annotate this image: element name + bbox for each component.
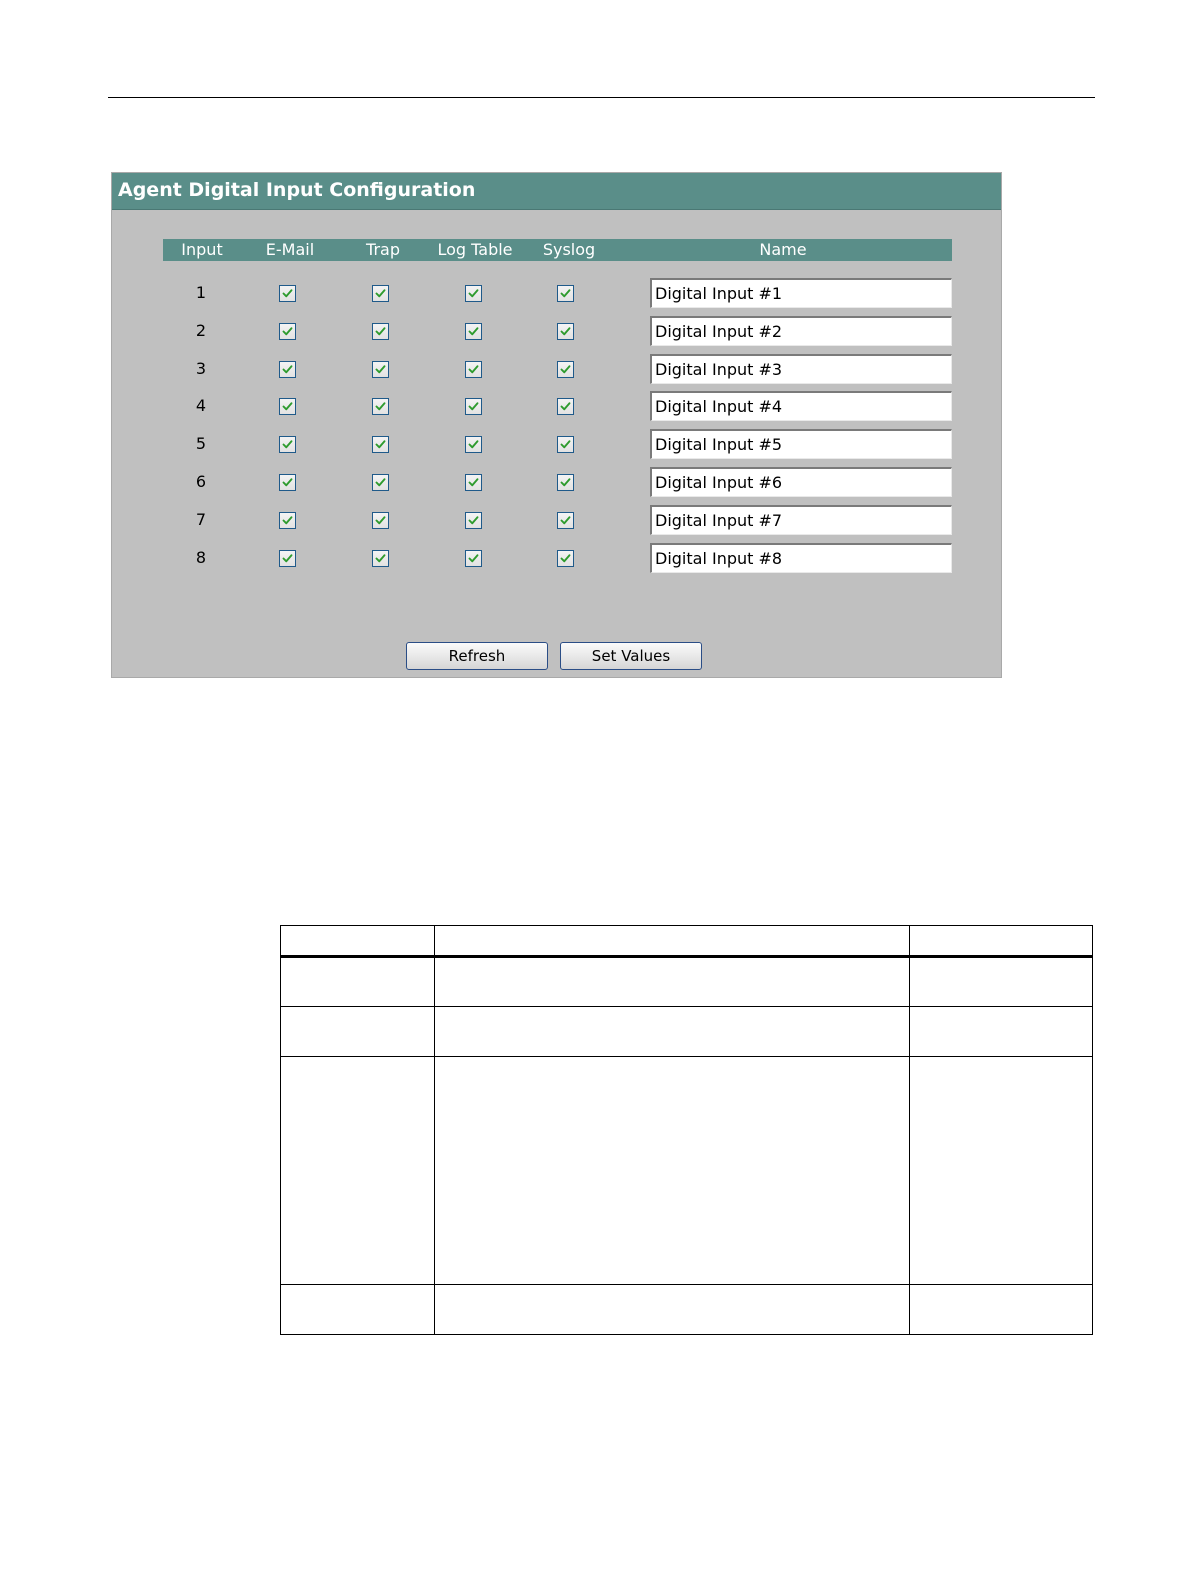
log-table-checkbox[interactable] (465, 550, 482, 567)
checkmark-icon (375, 401, 386, 412)
log-table-checkbox[interactable] (465, 512, 482, 529)
checkmark-icon (560, 401, 571, 412)
checkmark-icon (375, 477, 386, 488)
checkmark-icon (468, 401, 479, 412)
input-number: 2 (195, 320, 207, 340)
checkmark-icon (375, 553, 386, 564)
checkmark-icon (560, 439, 571, 450)
column-header-trap: Trap (366, 240, 400, 259)
table-row (281, 1007, 1093, 1057)
syslog-checkbox[interactable] (557, 436, 574, 453)
syslog-checkbox[interactable] (557, 512, 574, 529)
syslog-checkbox[interactable] (557, 323, 574, 340)
log-table-checkbox[interactable] (465, 361, 482, 378)
input-row-5 (112, 428, 1001, 460)
refresh-button[interactable]: Refresh (406, 642, 548, 670)
trap-checkbox[interactable] (372, 512, 389, 529)
input-name-field[interactable] (650, 429, 952, 459)
table-cell (281, 1057, 435, 1285)
column-header-bar (163, 239, 952, 261)
checkmark-icon (375, 364, 386, 375)
table-row (281, 957, 1093, 1007)
input-row-7 (112, 504, 1001, 536)
checkmark-icon (282, 553, 293, 564)
trap-checkbox[interactable] (372, 323, 389, 340)
trap-checkbox[interactable] (372, 550, 389, 567)
input-number: 4 (195, 396, 207, 416)
table-row (281, 1285, 1093, 1335)
input-number: 5 (195, 434, 207, 454)
table-cell (434, 1057, 909, 1285)
input-name-field[interactable] (650, 316, 952, 346)
checkmark-icon (375, 515, 386, 526)
table-cell (434, 1007, 909, 1057)
table-header-cell (281, 926, 435, 957)
trap-checkbox[interactable] (372, 361, 389, 378)
email-checkbox[interactable] (279, 512, 296, 529)
email-checkbox[interactable] (279, 323, 296, 340)
checkmark-icon (375, 288, 386, 299)
column-header-log-table: Log Table (437, 240, 513, 259)
input-row-1 (112, 277, 1001, 309)
table-cell (281, 1285, 435, 1335)
checkmark-icon (468, 288, 479, 299)
input-row-3 (112, 353, 1001, 385)
table-cell (281, 957, 435, 1007)
syslog-checkbox[interactable] (557, 474, 574, 491)
column-header-input: Input (181, 240, 223, 259)
table-header-row (281, 926, 1093, 957)
checkmark-icon (282, 439, 293, 450)
checkmark-icon (375, 326, 386, 337)
table-cell (910, 957, 1093, 1007)
syslog-checkbox[interactable] (557, 398, 574, 415)
log-table-checkbox[interactable] (465, 285, 482, 302)
column-header-syslog: Syslog (542, 240, 596, 259)
checkmark-icon (282, 401, 293, 412)
parameter-table (280, 925, 1093, 1335)
input-number: 3 (195, 358, 207, 378)
checkmark-icon (468, 553, 479, 564)
table-cell (281, 1007, 435, 1057)
log-table-checkbox[interactable] (465, 474, 482, 491)
table-header-cell (434, 926, 909, 957)
checkmark-icon (560, 515, 571, 526)
checkmark-icon (375, 439, 386, 450)
table-cell (910, 1007, 1093, 1057)
input-name-field[interactable] (650, 505, 952, 535)
input-number: 7 (195, 509, 207, 529)
input-row-6 (112, 466, 1001, 498)
checkmark-icon (560, 326, 571, 337)
checkmark-icon (560, 288, 571, 299)
set-values-button[interactable]: Set Values (560, 642, 702, 670)
checkmark-icon (282, 364, 293, 375)
trap-checkbox[interactable] (372, 474, 389, 491)
input-name-field[interactable] (650, 354, 952, 384)
table-cell (910, 1057, 1093, 1285)
table-cell (434, 957, 909, 1007)
trap-checkbox[interactable] (372, 436, 389, 453)
syslog-checkbox[interactable] (557, 550, 574, 567)
email-checkbox[interactable] (279, 285, 296, 302)
checkmark-icon (468, 364, 479, 375)
input-name-field[interactable] (650, 467, 952, 497)
checkmark-icon (282, 326, 293, 337)
checkmark-icon (468, 477, 479, 488)
email-checkbox[interactable] (279, 436, 296, 453)
table-cell (434, 1285, 909, 1335)
checkmark-icon (560, 364, 571, 375)
input-name-field[interactable] (650, 543, 952, 573)
checkmark-icon (560, 477, 571, 488)
syslog-checkbox[interactable] (557, 285, 574, 302)
input-number: 8 (195, 547, 207, 567)
input-name-field[interactable] (650, 391, 952, 421)
panel-header (112, 173, 1001, 210)
input-row-2 (112, 315, 1001, 347)
input-number: 1 (195, 283, 207, 302)
trap-checkbox[interactable] (372, 398, 389, 415)
checkmark-icon (468, 439, 479, 450)
log-table-checkbox[interactable] (465, 398, 482, 415)
checkmark-icon (468, 326, 479, 337)
input-row-4 (112, 390, 1001, 422)
syslog-checkbox[interactable] (557, 361, 574, 378)
trap-checkbox[interactable] (372, 285, 389, 302)
input-name-field[interactable] (650, 278, 952, 308)
column-header-name: Name (759, 240, 807, 259)
table-cell (910, 1285, 1093, 1335)
checkmark-icon (282, 515, 293, 526)
input-number: 6 (195, 472, 207, 491)
email-checkbox[interactable] (279, 550, 296, 567)
log-table-checkbox[interactable] (465, 436, 482, 453)
input-row-8 (112, 542, 1001, 574)
email-checkbox[interactable] (279, 361, 296, 378)
checkmark-icon (468, 515, 479, 526)
checkmark-icon (560, 553, 571, 564)
checkmark-icon (282, 477, 293, 488)
checkmark-icon (282, 288, 293, 299)
email-checkbox[interactable] (279, 398, 296, 415)
table-row (281, 1057, 1093, 1285)
email-checkbox[interactable] (279, 474, 296, 491)
page-header-rule (108, 97, 1095, 98)
page-title: Agent Digital Input Configuration (118, 179, 476, 201)
agent-digital-input-panel (111, 172, 1002, 678)
table-header-cell (910, 926, 1093, 957)
log-table-checkbox[interactable] (465, 323, 482, 340)
column-header-email: E-Mail (265, 240, 315, 259)
